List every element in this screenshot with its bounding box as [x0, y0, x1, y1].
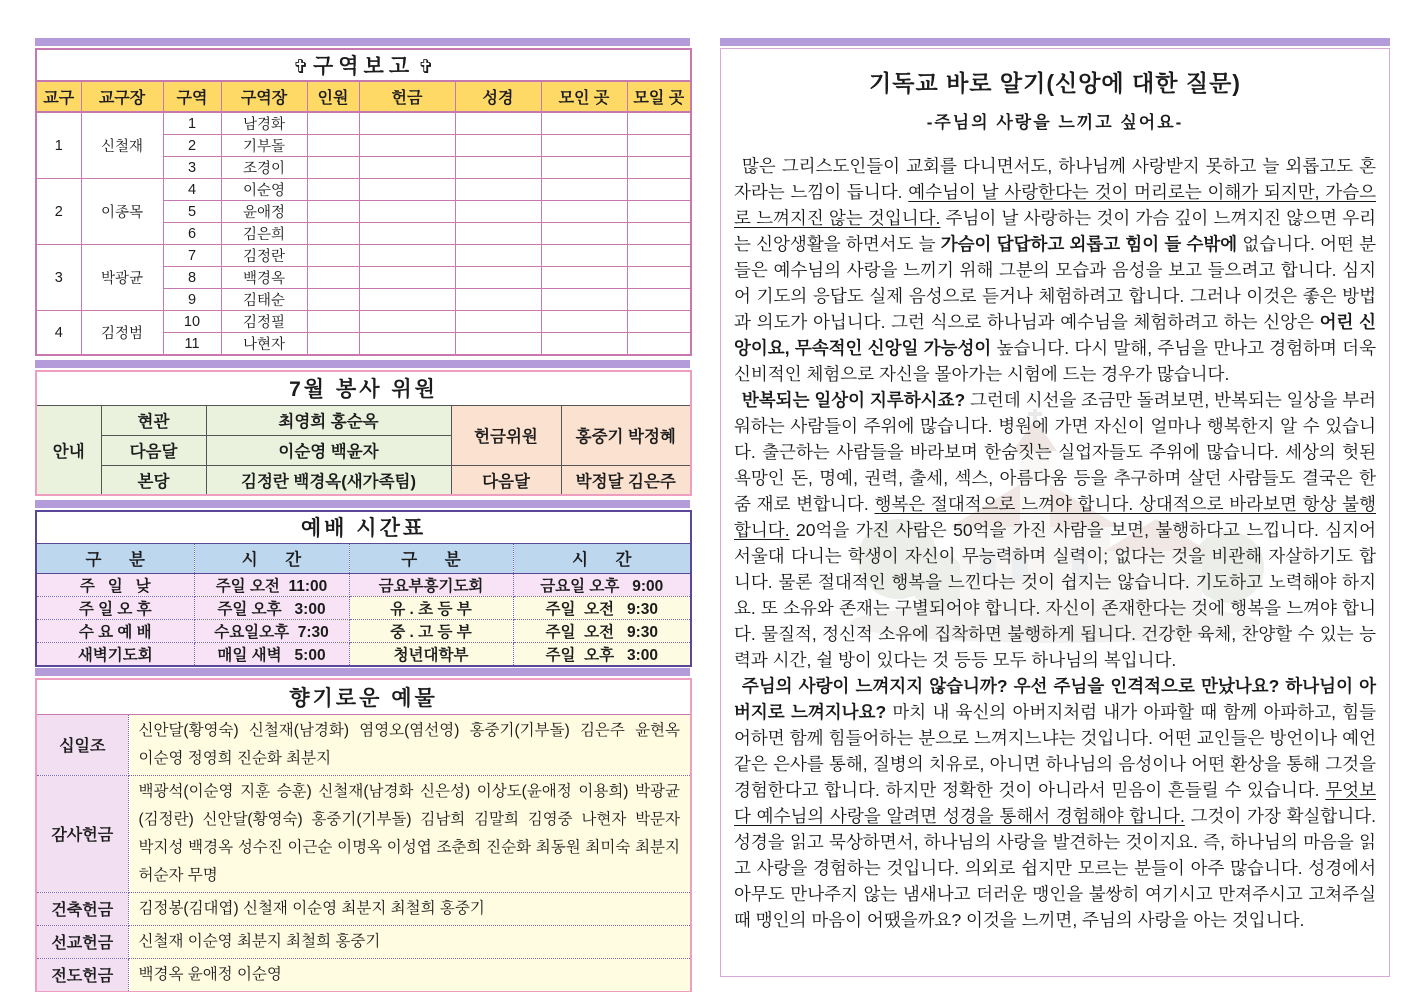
- place-label: 현관: [101, 405, 206, 435]
- parish-leader: 김정범: [81, 311, 163, 356]
- section-bar: [35, 500, 690, 508]
- district-number: 3: [163, 157, 221, 179]
- offering-names: 김정봉(김대엽) 신철재 이순영 최분지 최철희 홍중기: [128, 892, 691, 925]
- district-leader: 남경화: [221, 112, 307, 135]
- offerings-table: [35, 678, 692, 992]
- guide-label: 안내: [36, 405, 101, 495]
- section-bar: [35, 360, 690, 368]
- district-number: 7: [163, 245, 221, 267]
- offering-type-label: 감사헌금: [36, 775, 128, 892]
- empty-cell: [627, 112, 691, 135]
- district-report-title: [36, 49, 691, 81]
- district-leader: 윤애정: [221, 201, 307, 223]
- section-bar: [720, 38, 1390, 46]
- col-header: 구역: [163, 81, 221, 112]
- service-row: [36, 405, 691, 435]
- service-time: 주일 오후 3:00: [194, 596, 349, 619]
- offering-row: [36, 892, 691, 925]
- parish-number: 3: [36, 245, 81, 311]
- offering-type-label: 십일조: [36, 714, 128, 775]
- empty-cell: [307, 112, 359, 135]
- worship-row: [36, 619, 691, 642]
- offering-row: [36, 958, 691, 992]
- offering-names: 홍중기 박정혜: [561, 405, 691, 465]
- district-number: 4: [163, 179, 221, 201]
- empty-cell: [307, 333, 359, 356]
- district-leader: 나현자: [221, 333, 307, 356]
- empty-cell: [627, 267, 691, 289]
- service-name: 유 . 초 등 부: [349, 596, 513, 619]
- empty-cell: [627, 311, 691, 333]
- empty-cell: [359, 135, 455, 157]
- empty-cell: [359, 157, 455, 179]
- section-bar: [35, 668, 690, 676]
- district-number: 11: [163, 333, 221, 356]
- parish-leader: 박광균: [81, 245, 163, 311]
- district-report-title-row: [36, 49, 691, 81]
- empty-cell: [455, 157, 541, 179]
- article-subtitle: -주님의 사랑을 느끼고 싶어요-: [926, 113, 1184, 132]
- parish-number: 1: [36, 112, 81, 179]
- article-box: [720, 48, 1390, 977]
- service-time: 주일 오전 11:00: [194, 573, 349, 596]
- empty-cell: [627, 333, 691, 356]
- offering-row: [36, 775, 691, 892]
- worship-row: [36, 573, 691, 596]
- empty-cell: [307, 179, 359, 201]
- district-header-row: [36, 81, 691, 112]
- offering-row: [36, 925, 691, 958]
- empty-cell: [307, 135, 359, 157]
- empty-cell: [359, 267, 455, 289]
- service-name: 금요부흥기도회: [349, 573, 513, 596]
- cross-icon: ✞: [293, 57, 309, 78]
- section-bar: [35, 38, 690, 46]
- offering-label: 헌금위원: [451, 405, 561, 465]
- offering-names: 백광석(이순영 지훈 승훈) 신철재(남경화 신은성) 이상도(윤애정 이용희) 박광균(김정란) 신안달(황영숙) 홍중기(기부돌) 김남희 김말희 김영중 나현자 박문자 박지성 백경옥 성수진 이근순 이명옥 이성엽 조춘희 진순화 최동원 최미숙 최분지 허순자 무명: [128, 775, 691, 892]
- district-leader: 기부돌: [221, 135, 307, 157]
- worship-row: [36, 642, 691, 666]
- parish-leader: 이종목: [81, 179, 163, 245]
- col-header: 교구: [36, 81, 81, 112]
- empty-cell: [359, 333, 455, 356]
- worship-row: [36, 596, 691, 619]
- district-number: 5: [163, 201, 221, 223]
- worship-title-row: [36, 511, 691, 543]
- section-title: 구역보고: [312, 55, 415, 78]
- worship-header-row: [36, 543, 691, 573]
- service-name: 청년대학부: [349, 642, 513, 666]
- col-header: 교구장: [81, 81, 163, 112]
- empty-cell: [455, 201, 541, 223]
- empty-cell: [541, 201, 627, 223]
- col-header: 구 분: [36, 543, 194, 573]
- empty-cell: [307, 223, 359, 245]
- offering-type-label: 전도헌금: [36, 958, 128, 992]
- parish-number: 4: [36, 311, 81, 356]
- worship-schedule-section: [35, 500, 690, 667]
- col-header: 시 간: [194, 543, 349, 573]
- offering-row: [36, 714, 691, 775]
- member-names: 이순영 백윤자: [206, 435, 451, 465]
- empty-cell: [541, 157, 627, 179]
- empty-cell: [627, 201, 691, 223]
- district-leader: 김정란: [221, 245, 307, 267]
- district-leader: 백경옥: [221, 267, 307, 289]
- parish-number: 2: [36, 179, 81, 245]
- service-time: 주일 오전 9:30: [513, 619, 691, 642]
- col-header: 구 분: [349, 543, 513, 573]
- district-number: 8: [163, 267, 221, 289]
- district-leader: 이순영: [221, 179, 307, 201]
- col-header: 인원: [307, 81, 359, 112]
- place-label: 다음달: [101, 435, 206, 465]
- empty-cell: [359, 179, 455, 201]
- district-number: 1: [163, 112, 221, 135]
- district-leader: 조경이: [221, 157, 307, 179]
- offerings-title-row: [36, 679, 691, 714]
- district-row: [36, 311, 691, 333]
- district-row: [36, 179, 691, 201]
- empty-cell: [627, 289, 691, 311]
- cross-icon: ✞: [418, 57, 435, 78]
- next-month-names: 박정달 김은주: [561, 465, 691, 495]
- col-header: 모인 곳: [541, 81, 627, 112]
- member-names: 김정란 백경옥(새가족팀): [206, 465, 451, 495]
- service-time: 매일 새벽 5:00: [194, 642, 349, 666]
- empty-cell: [359, 201, 455, 223]
- col-header: 모일 곳: [627, 81, 691, 112]
- section-title: 예배 시간표: [36, 511, 691, 543]
- empty-cell: [307, 267, 359, 289]
- empty-cell: [307, 311, 359, 333]
- empty-cell: [455, 112, 541, 135]
- service-name: 중 . 고 등 부: [349, 619, 513, 642]
- empty-cell: [455, 311, 541, 333]
- empty-cell: [455, 223, 541, 245]
- district-report-table: [35, 48, 692, 356]
- offering-names: 백경옥 윤애정 이순영: [128, 958, 691, 992]
- parish-leader: 신철재: [81, 112, 163, 179]
- district-number: 9: [163, 289, 221, 311]
- offering-names: 신안달(황영숙) 신철재(남경화) 염영오(염선영) 홍중기(기부돌) 김은주 윤현옥 이순영 정영희 진순화 최분지: [128, 714, 691, 775]
- empty-cell: [541, 311, 627, 333]
- district-leader: 김태순: [221, 289, 307, 311]
- district-row: [36, 112, 691, 135]
- offering-type-label: 건축헌금: [36, 892, 128, 925]
- worship-schedule-table: [35, 510, 692, 667]
- service-committee-table: [35, 370, 692, 496]
- place-label: 본당: [101, 465, 206, 495]
- empty-cell: [307, 289, 359, 311]
- empty-cell: [455, 267, 541, 289]
- empty-cell: [359, 223, 455, 245]
- service-row: [36, 465, 691, 495]
- empty-cell: [455, 245, 541, 267]
- empty-cell: [627, 135, 691, 157]
- section-title: 7월 봉사 위원: [36, 371, 691, 405]
- empty-cell: [627, 157, 691, 179]
- district-leader: 김정필: [221, 311, 307, 333]
- service-name: 주 일 낮: [36, 573, 194, 596]
- empty-cell: [541, 179, 627, 201]
- empty-cell: [541, 289, 627, 311]
- next-month-label: 다음달: [451, 465, 561, 495]
- service-time: 금요일 오후 9:00: [513, 573, 691, 596]
- empty-cell: [359, 112, 455, 135]
- district-number: 10: [163, 311, 221, 333]
- empty-cell: [359, 245, 455, 267]
- district-number: 6: [163, 223, 221, 245]
- district-row: [36, 245, 691, 267]
- empty-cell: [627, 245, 691, 267]
- service-name: 새벽기도회: [36, 642, 194, 666]
- empty-cell: [541, 112, 627, 135]
- empty-cell: [359, 311, 455, 333]
- empty-cell: [541, 223, 627, 245]
- empty-cell: [455, 289, 541, 311]
- empty-cell: [307, 157, 359, 179]
- section-title: 향기로운 예물: [36, 679, 691, 714]
- service-name: 수 요 예 배: [36, 619, 194, 642]
- empty-cell: [307, 245, 359, 267]
- district-report-section: [35, 38, 690, 356]
- article-section: [720, 38, 1390, 977]
- article-title: 기독교 바로 알기(신앙에 대한 질문): [869, 70, 1241, 96]
- col-header: 성경: [455, 81, 541, 112]
- service-time: 수요일오후 7:30: [194, 619, 349, 642]
- empty-cell: [627, 223, 691, 245]
- service-name: 주 일 오 후: [36, 596, 194, 619]
- district-leader: 김은희: [221, 223, 307, 245]
- col-header: 구역장: [221, 81, 307, 112]
- empty-cell: [541, 267, 627, 289]
- col-header: 시 간: [513, 543, 691, 573]
- empty-cell: [455, 179, 541, 201]
- empty-cell: [541, 135, 627, 157]
- member-names: 최영희 홍순옥: [206, 405, 451, 435]
- empty-cell: [541, 245, 627, 267]
- empty-cell: [307, 201, 359, 223]
- empty-cell: [359, 289, 455, 311]
- service-time: 주일 오전 9:30: [513, 596, 691, 619]
- empty-cell: [455, 135, 541, 157]
- offerings-section: [35, 668, 690, 992]
- article-body: 많은 그리스도인들이 교회를 다니면서도, 하나님께 사랑받지 못하고 늘 외롭고도 혼자라는 느낌이 듭니다. 예수님이 날 사랑한다는 것이 머리로는 이해가 되지만, 가슴으로 느껴지진 않는 것입니다. 주님이 날 사랑하는 것이 가슴 깊이 느껴지진 않으면 우리는 신앙생활을 하면서도 늘 가슴이 답답하고 외롭고 힘이 들 수밖에 없습니다. 어떤 분들은 예수님의 사랑을 느끼기 위해 그분의 모습과 음성을 보고 들으려고 합니다. 심지어 기도의 응답도 실제 음성으로 듣거나 체험하려고 합니다. 그러나 이것은 좋은 방법과 의도가 아닙니다. 그런 식으로 하나님과 예수님을 체험하려고 하는 신앙은 어린 신앙이요, 무속적인 신앙일 가능성이 높습니다. 다시 말해, 주님을 만나고 경험하며 더욱 신비적인 체험으로 자신을 몰아가는 시험에 드는 경우가 많습니다. 반복되는 일상이 지루하시죠? 그런데 시선을 조금만 돌려보면, 반복되는 일상을 부러워하는 사람들이 주위에 많습니다. 병원에 가면 자신이 얼마나 행복한지 알 수 있습니다. 출근하는 사람들을 바라보며 한숨짓는 실업자들도 주위에 많습니다. 세상의 헛된 욕망인 돈, 명예, 권력, 출세, 섹스, 아름다움 등을 추구하며 살던 사람들도 결국은 한 줌 재로 변합니다. 행복은 절대적으로 느껴야 합니다. 상대적으로 바라보면 항상 불행합니다. 20억을 가진 사람은 50억을 가진 사람을 보면, 불행하다고 느낍니다. 심지어 서울대 다니는 학생이 자신이 무능력하며 실력이; 없다는 것을 비관해 자살하기도 합니다. 물론 절대적인 행복을 느낀다는 것이 쉽지는 않습니다. 기도하고 노력해야 하지요. 또 소유와 존재는 구별되어야 합니다. 자신이 존재한다는 것에 행복을 느껴야 합니다. 물질적, 정신적 소유에 집착하면 불행하게 됩니다. 건강한 육체, 찬양할 수 있는 능력과 시간, 쉴 방이 있다는 것 등등 모두 하나님의 복입니다. 주님의 사랑이 느껴지지 않습니까? 우선 주님을 인격적으로 만났나요? 하나님이 아버지로 느껴지나요? 마치 내 육신의 아버지처럼 내가 아파할 때 함께 아파하고, 힘들어하면 함께 힘들어하는 분으로 느껴지느냐는 것입니다. 어떤 교인들은 방언이나 예언같은 은사를 통해, 질병의 치유로, 아니면 하나님의 음성이나 어떤 환상을 통해 그것을 경험한다고 합니다. 하지만 정확한 것이 아니라서 믿음이 흔들릴 수 있습니다. 무엇보다 예수님의 사랑을 알려면 성경을 통해서 경험해야 합니다. 그것이 가장 확실합니다. 성경을 읽고 묵상하면서, 하나님의 사랑을 발견하는 것이지요. 즉, 하나님의 마음을 읽고 사랑을 경험하는 것입니다. 의외로 쉽지만 모르는 분들이 아주 많습니다. 성경에서 아무도 만나주지 않는 냄새나고 더러운 맹인을 불쌍히 여기시고 만져주시고 고쳐주실 때 맹인의 마음이 어땠을까요? 이것을 느끼면, 주님의 사랑을 아는 것입니다.: [734, 156, 1377, 930]
- service-time: 주일 오후 3:00: [513, 642, 691, 666]
- empty-cell: [541, 333, 627, 356]
- empty-cell: [455, 333, 541, 356]
- service-title-row: [36, 371, 691, 405]
- empty-cell: [627, 179, 691, 201]
- service-committee-section: [35, 360, 690, 496]
- offering-type-label: 선교헌금: [36, 925, 128, 958]
- offering-names: 신철재 이순영 최분지 최철희 홍중기: [128, 925, 691, 958]
- district-number: 2: [163, 135, 221, 157]
- col-header: 헌금: [359, 81, 455, 112]
